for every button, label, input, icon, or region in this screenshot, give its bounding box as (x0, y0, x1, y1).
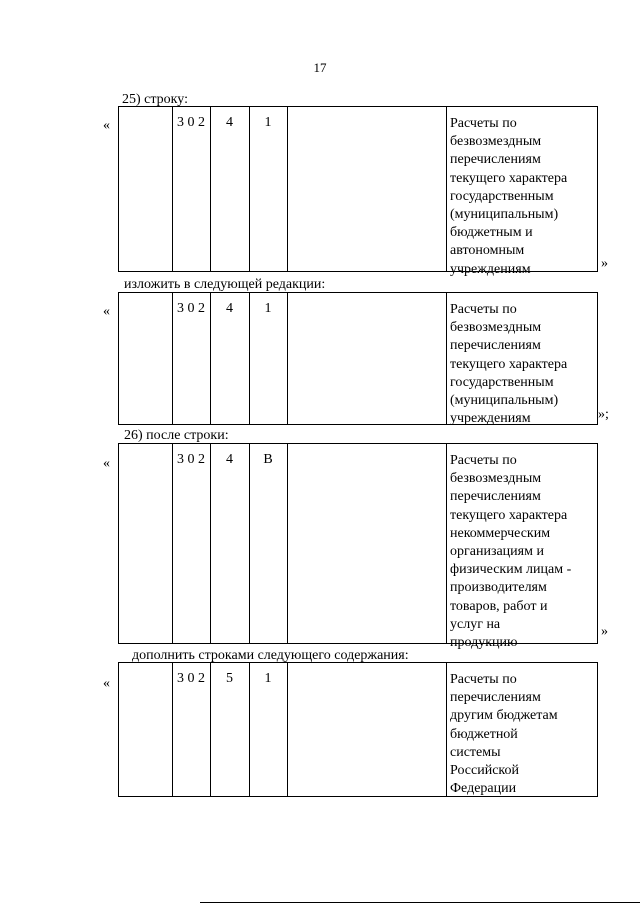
column-divider (287, 663, 288, 796)
table-row (118, 292, 598, 425)
row-description: Расчеты по перечислениям другим бюджетам бюджетной системы Российской Федерации (450, 672, 558, 797)
table-row (118, 443, 598, 651)
code-element: 1 (264, 115, 272, 130)
code-subgroup: 4 (226, 301, 233, 316)
code-element: 1 (264, 301, 272, 316)
code-subgroup: 5 (226, 671, 233, 686)
column-divider (172, 444, 173, 643)
column-divider (249, 107, 250, 271)
code-element: В (263, 452, 273, 467)
replacement-intro: изложить в следующей редакции: (124, 277, 326, 292)
row-description: Расчеты по безвозмездным перечислениям текущего характера государственным (муниципальным) учреждениям (450, 302, 568, 427)
code-group: 3 0 2 (177, 301, 205, 316)
column-divider (287, 444, 288, 643)
page-number: 17 (313, 60, 327, 75)
column-divider (446, 293, 447, 424)
code-group: 3 0 2 (177, 671, 205, 686)
column-divider (446, 444, 447, 643)
code-element: 1 (264, 671, 272, 686)
item-25-intro: 25) строку: (122, 92, 188, 107)
close-quote: » (601, 256, 608, 271)
table-row (118, 662, 598, 797)
item-26-intro: 26) после строки: (124, 428, 229, 443)
addition-intro: дополнить строками следующего содержания: (132, 648, 409, 663)
open-quote: « (103, 676, 110, 691)
code-subgroup: 4 (226, 115, 233, 130)
code-group: 3 0 2 (177, 452, 205, 467)
row-description: Расчеты по безвозмездным перечислениям текущего характера государственным (муниципальным) бюджетным и автономным учреждениям (450, 116, 568, 277)
column-divider (249, 444, 250, 643)
open-quote: « (103, 118, 110, 133)
column-divider (446, 107, 447, 271)
code-group: 3 0 2 (177, 115, 205, 130)
column-divider (210, 444, 211, 643)
column-divider (172, 107, 173, 271)
close-quote: » (601, 624, 608, 639)
column-divider (287, 293, 288, 424)
code-subgroup: 4 (226, 452, 233, 467)
open-quote: « (103, 456, 110, 471)
row-description: Расчеты по безвозмездным перечислениям текущего характера некоммерческим организациям и физическим лицам - производителям товаров, работ и услуг на продукцию (450, 453, 572, 651)
column-divider (446, 663, 447, 796)
column-divider (210, 107, 211, 271)
column-divider (287, 107, 288, 271)
open-quote: « (103, 304, 110, 319)
close-quote: »; (598, 407, 609, 422)
bottom-rule (200, 902, 640, 903)
table-row (118, 106, 598, 277)
